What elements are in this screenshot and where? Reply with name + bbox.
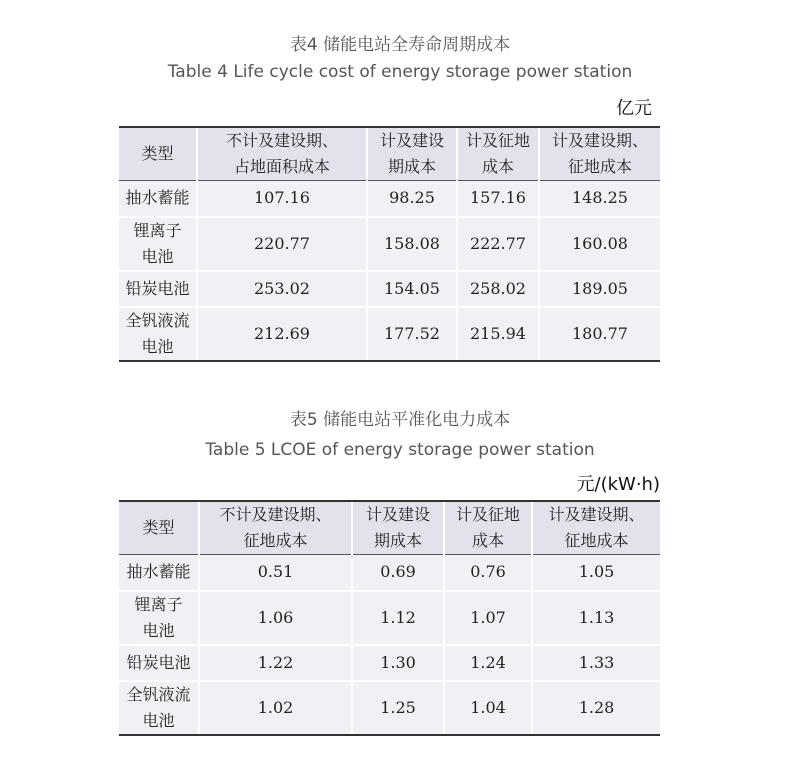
table4-header-cell: 计及建设 期成本: [367, 127, 457, 181]
table5-header-cell: 计及建设 期成本: [352, 501, 444, 555]
table5-unit: 元/(kW·h): [576, 474, 660, 495]
table-row: [119, 645, 660, 681]
row-type-cell: 抽水蓄能: [126, 562, 191, 582]
value-cell: 148.25: [539, 181, 660, 217]
table4-header-cell: 不计及建设期、 占地面积成本: [197, 127, 367, 181]
value-cell: 1.30: [352, 645, 444, 681]
value-cell: 1.25: [352, 681, 444, 735]
value-cell: 222.77: [457, 217, 539, 271]
value-cell: 1.33: [532, 645, 660, 681]
value-cell: 1.04: [444, 681, 532, 735]
value-cell: 1.07: [444, 591, 532, 645]
table-row: [119, 681, 660, 735]
table4-header-row: [119, 127, 660, 181]
row-type-cell: 抽水蓄能: [125, 188, 190, 208]
value-cell: 158.08: [367, 217, 457, 271]
value-cell: 1.22: [199, 645, 352, 681]
row-type-cell: 铅炭电池: [119, 645, 199, 681]
table4: [119, 126, 660, 362]
table4-header-cell: 类型: [119, 127, 197, 181]
row-type-cell: 全钒液流 电池: [119, 307, 197, 361]
value-cell: 220.77: [197, 217, 367, 271]
value-cell: 1.13: [532, 591, 660, 645]
table-row: [119, 307, 660, 361]
table4-caption-cn: 表4 储能电站全寿命周期成本: [289, 35, 511, 55]
value-cell: 258.02: [457, 271, 539, 307]
value-cell: 180.77: [539, 307, 660, 361]
table4-caption-en: Table 4 Life cycle cost of energy storage power station: [167, 62, 633, 82]
row-type-cell: 锂离子 电池: [119, 591, 199, 645]
table4-unit: 亿元: [616, 98, 652, 119]
table5-header-cell: 计及建设期、 征地成本: [532, 501, 660, 555]
table5-caption-en: Table 5 LCOE of energy storage power station: [205, 440, 595, 460]
value-cell: 160.08: [539, 217, 660, 271]
table-row: [119, 181, 660, 217]
table5-header-cell: 类型: [119, 501, 199, 555]
value-cell: 0.51: [199, 555, 352, 591]
table-row: [119, 271, 660, 307]
value-cell: 0.69: [352, 555, 444, 591]
table-row: [119, 591, 660, 645]
value-cell: 1.06: [199, 591, 352, 645]
value-cell: 215.94: [457, 307, 539, 361]
table5-header-cell: 计及征地 成本: [444, 501, 532, 555]
value-cell: 212.69: [197, 307, 367, 361]
value-cell: 189.05: [539, 271, 660, 307]
value-cell: 98.25: [367, 181, 457, 217]
value-cell: 1.24: [444, 645, 532, 681]
row-type-cell: 铅炭电池: [119, 271, 197, 307]
table5-header-row: [119, 501, 660, 555]
value-cell: 253.02: [197, 271, 367, 307]
row-type-cell: 锂离子 电池: [119, 217, 197, 271]
value-cell: 1.12: [352, 591, 444, 645]
value-cell: 0.76: [444, 555, 532, 591]
table5-caption-cn: 表5 储能电站平准化电力成本: [289, 410, 511, 430]
table5-header-cell: 不计及建设期、 征地成本: [199, 501, 352, 555]
table4-header-cell: 计及建设期、 征地成本: [539, 127, 660, 181]
row-type-cell: 全钒液流 电池: [119, 681, 199, 735]
table-row: [119, 555, 660, 591]
value-cell: 177.52: [367, 307, 457, 361]
table4-header-cell: 计及征地 成本: [457, 127, 539, 181]
value-cell: 1.28: [532, 681, 660, 735]
value-cell: 154.05: [367, 271, 457, 307]
value-cell: 1.02: [199, 681, 352, 735]
value-cell: 157.16: [457, 181, 539, 217]
table-row: [119, 217, 660, 271]
table5: [119, 500, 660, 736]
value-cell: 107.16: [197, 181, 367, 217]
value-cell: 1.05: [532, 555, 660, 591]
